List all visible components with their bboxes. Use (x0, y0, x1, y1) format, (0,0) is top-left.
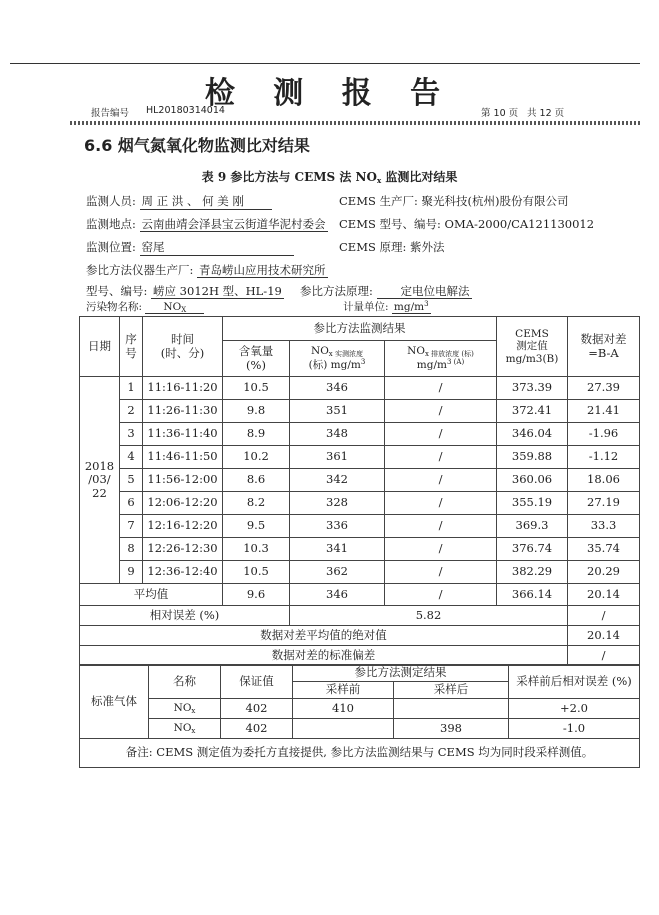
std-row-2-name-a: NO (173, 721, 192, 734)
header-time: 时间 (时、分) (143, 317, 223, 377)
header-o2: 含氧量 (%) (223, 341, 290, 377)
emission-cell: / (385, 400, 497, 423)
abs-mean-label: 数据对差平均值的绝对值 (80, 626, 568, 646)
standard-gas-label: 标准气体 (80, 665, 149, 739)
std-row-1-name-b: x (191, 706, 196, 715)
std-value: / (568, 646, 640, 666)
cems-principle-label: CEMS 原理: (339, 240, 407, 254)
seq-cell: 6 (120, 492, 143, 515)
emission-cell: / (385, 492, 497, 515)
site-line (86, 216, 328, 232)
avg-emission: / (385, 584, 497, 606)
emission-cell: / (385, 538, 497, 561)
section-title: 6.6 烟气氮氧化物监测比对结果 (84, 136, 310, 155)
seq-cell: 3 (120, 423, 143, 446)
seq-cell: 2 (120, 400, 143, 423)
emission-cell: / (385, 423, 497, 446)
personnel-value: 周 正 洪 、 何 美 刚 (140, 193, 272, 210)
header-cems: CEMS 测定值 mg/m3(B) (497, 317, 568, 377)
report-no: HL20180314014 (146, 105, 225, 116)
header-measured (290, 341, 385, 377)
table-note: 备注: CEMS 测定值为委托方直接提供, 参比方法监测结果与 CEMS 均为同时段采样测值。 (80, 739, 640, 768)
seq-cell: 1 (120, 377, 143, 400)
personnel-label: 监测人员: (86, 194, 136, 208)
seq-cell: 5 (120, 469, 143, 492)
std-row-2-name-b: x (191, 726, 196, 735)
site-label: 监测地点: (86, 217, 136, 231)
ref-maker-value: 青岛崂山应用技术研究所 (199, 263, 326, 277)
o2-cell: 10.5 (223, 561, 290, 584)
table-row (80, 561, 640, 584)
time-cell: 12:26-12:30 (143, 538, 223, 561)
pollutant-sub: X (181, 306, 187, 314)
table-row (80, 538, 640, 561)
table-row (80, 377, 640, 400)
diff-cell: -1.12 (568, 446, 640, 469)
time-cell: 12:06-12:20 (143, 492, 223, 515)
table-row (80, 446, 640, 469)
o2-cell: 10.5 (223, 377, 290, 400)
conc-cell: 361 (290, 446, 385, 469)
diff-cell: -1.96 (568, 423, 640, 446)
emission-d: 3 (A) (446, 358, 465, 367)
position-line (86, 239, 294, 256)
header-rule (10, 63, 640, 64)
conc-cell: 328 (290, 492, 385, 515)
caption-sub: x (376, 176, 382, 185)
cems-cell: 355.19 (497, 492, 568, 515)
ref-maker-line (86, 262, 328, 278)
std-row-1-rel: +2.0 (509, 699, 640, 719)
std-row-2-rel: -1.0 (509, 719, 640, 739)
conc-cell: 362 (290, 561, 385, 584)
cems-cell: 373.39 (497, 377, 568, 400)
time-cell: 11:56-12:00 (143, 469, 223, 492)
unit-label: 计量单位: (343, 301, 389, 313)
diff-cell: 35.74 (568, 538, 640, 561)
pollutant-label: 污染物名称: (86, 301, 143, 313)
cems-maker-label: CEMS 生产厂: (339, 194, 418, 208)
rel-err-last: / (568, 606, 640, 626)
table-row (80, 469, 640, 492)
std-row-1-before: 410 (293, 699, 394, 719)
std-row-2 (80, 719, 640, 739)
std-header-name: 名称 (149, 665, 221, 699)
measured-a: NO (311, 345, 329, 358)
conc-cell: 336 (290, 515, 385, 538)
diff-cell: 18.06 (568, 469, 640, 492)
std-header-guarantee: 保证值 (221, 665, 293, 699)
std-row-1 (80, 699, 640, 719)
avg-diff: 20.14 (568, 584, 640, 606)
cems-cell: 346.04 (497, 423, 568, 446)
seq-cell: 8 (120, 538, 143, 561)
emission-cell: / (385, 446, 497, 469)
std-header-ref-group: 参比方法测定结果 (293, 665, 509, 682)
cems-principle-value: 紫外法 (410, 240, 445, 254)
header-ref-group: 参比方法监测结果 (223, 317, 497, 341)
time-cell: 12:16-12:20 (143, 515, 223, 538)
std-row-1-name-a: NO (173, 701, 192, 714)
emission-cell: / (385, 561, 497, 584)
time-cell: 12:36-12:40 (143, 561, 223, 584)
cems-cell: 360.06 (497, 469, 568, 492)
measured-d: 3 (360, 358, 366, 367)
time-cell: 11:26-11:30 (143, 400, 223, 423)
time-cell: 11:16-11:20 (143, 377, 223, 400)
measured-b: x 实测浓度 (328, 350, 363, 359)
cems-maker-value: 聚光科技(杭州)股份有限公司 (421, 194, 569, 208)
rel-err-value: 5.82 (290, 606, 568, 626)
cems-cell: 382.29 (497, 561, 568, 584)
position-label: 监测位置: (86, 240, 136, 254)
ref-model-label: 型号、编号: (86, 284, 148, 298)
conc-cell: 346 (290, 377, 385, 400)
seq-cell: 7 (120, 515, 143, 538)
std-row-2-after: 398 (394, 719, 509, 739)
pollutant-main: NO (163, 301, 182, 313)
ref-model-line (86, 283, 284, 299)
o2-cell: 8.2 (223, 492, 290, 515)
table-caption (0, 168, 659, 185)
seq-cell: 9 (120, 561, 143, 584)
emission-cell: / (385, 469, 497, 492)
diff-cell: 21.41 (568, 400, 640, 423)
std-header-after: 采样后 (394, 682, 509, 699)
ref-principle-line (300, 283, 472, 299)
header-emission (385, 341, 497, 377)
emission-cell: / (385, 377, 497, 400)
header-seq: 序号 (120, 317, 143, 377)
std-row-2-guarantee: 402 (221, 719, 293, 739)
o2-cell: 9.8 (223, 400, 290, 423)
position-value: 窑尾 (140, 239, 294, 256)
table-row (80, 423, 640, 446)
o2-cell: 10.3 (223, 538, 290, 561)
std-row-1-after (394, 699, 509, 719)
emission-b: x 排放浓度 (标) (424, 350, 474, 359)
ref-maker-label: 参比方法仪器生产厂: (86, 263, 194, 277)
std-row-2-name (149, 719, 221, 739)
header-date: 日期 (80, 317, 120, 377)
page-total: 共 12 页 (527, 108, 565, 119)
std-row-2-before (293, 719, 394, 739)
avg-conc: 346 (290, 584, 385, 606)
o2-cell: 8.9 (223, 423, 290, 446)
std-header-rel: 采样前后相对误差 (%) (509, 665, 640, 699)
o2-cell: 10.2 (223, 446, 290, 469)
std-label: 数据对差的标准偏差 (80, 646, 568, 666)
time-cell: 11:36-11:40 (143, 423, 223, 446)
pollutant-value (145, 301, 204, 314)
cems-cell: 369.3 (497, 515, 568, 538)
ref-principle-value: 定电位电解法 (377, 284, 472, 299)
cems-model-line (339, 216, 594, 232)
unit-main: mg/m (393, 301, 425, 313)
conc-cell: 351 (290, 400, 385, 423)
cems-cell: 372.41 (497, 400, 568, 423)
cems-maker-line (339, 193, 569, 209)
conc-cell: 341 (290, 538, 385, 561)
diff-cell: 33.3 (568, 515, 640, 538)
std-row-1-name (149, 699, 221, 719)
page-number: 第 10 页 (481, 108, 519, 119)
cems-cell: 376.74 (497, 538, 568, 561)
measured-c: (标) mg/m (308, 359, 361, 372)
diff-cell: 20.29 (568, 561, 640, 584)
avg-cems: 366.14 (497, 584, 568, 606)
unit-line (343, 299, 431, 314)
report-no-label: 报告编号 (91, 108, 130, 119)
cems-model-label: CEMS 型号、编号: (339, 217, 441, 231)
personnel-line (86, 193, 272, 210)
emission-cell: / (385, 515, 497, 538)
caption-post: 监测比对结果 (381, 170, 458, 184)
standard-gas-table (79, 664, 640, 768)
site-value: 云南曲靖会泽县宝云街道华泥村委会 (141, 217, 326, 231)
date-cell: 2018 /03/ 22 (80, 377, 120, 584)
header-diff: 数据对差 =B-A (568, 317, 640, 377)
avg-label: 平均值 (80, 584, 223, 606)
cems-model-value: OMA-2000/CA121130012 (444, 217, 595, 231)
avg-o2: 9.6 (223, 584, 290, 606)
table-row (80, 515, 640, 538)
emission-c: mg/m (416, 359, 447, 372)
report-title: 检 测 报 告 (204, 76, 455, 111)
diff-cell: 27.39 (568, 377, 640, 400)
emission-a: NO (407, 345, 425, 358)
o2-cell: 8.6 (223, 469, 290, 492)
ref-principle-label: 参比方法原理: (300, 284, 373, 298)
table-row (80, 400, 640, 423)
abs-mean-value: 20.14 (568, 626, 640, 646)
comparison-table (79, 316, 640, 666)
cems-cell: 359.88 (497, 446, 568, 469)
std-header-before: 采样前 (293, 682, 394, 699)
cems-principle-line (339, 239, 445, 255)
unit-value (392, 301, 431, 314)
rel-err-label: 相对误差 (%) (80, 606, 290, 626)
unit-sup: 3 (424, 300, 429, 308)
ref-model-value: 崂应 3012H 型、HL-19 (153, 284, 282, 298)
conc-cell: 348 (290, 423, 385, 446)
conc-cell: 342 (290, 469, 385, 492)
caption-pre: 表 9 参比方法与 CEMS 法 NO (201, 170, 377, 184)
header-divider (70, 121, 640, 125)
std-row-1-guarantee: 402 (221, 699, 293, 719)
o2-cell: 9.5 (223, 515, 290, 538)
time-cell: 11:46-11:50 (143, 446, 223, 469)
table-row (80, 492, 640, 515)
seq-cell: 4 (120, 446, 143, 469)
diff-cell: 27.19 (568, 492, 640, 515)
pollutant-line (86, 299, 204, 314)
